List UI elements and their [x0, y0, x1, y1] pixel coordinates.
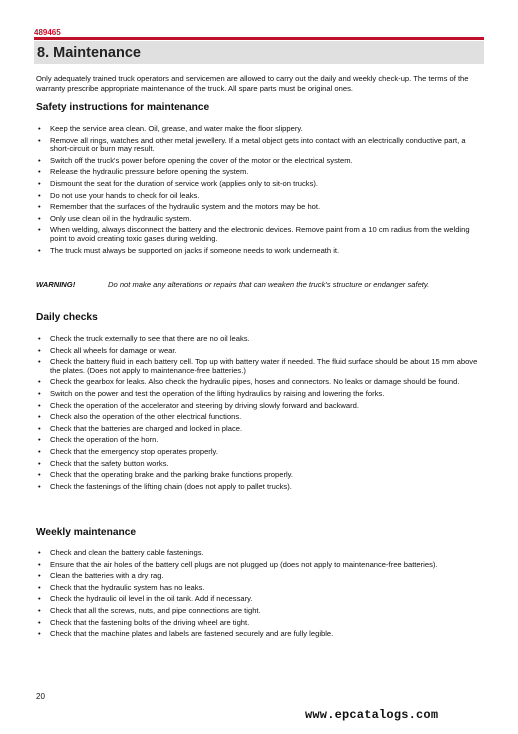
safety-list [36, 125, 484, 258]
list-item-text: Ensure that the air holes of the battery cell plugs are not plugged up (does not apply to maintenance-free batteries). [50, 559, 438, 569]
list-item-text: Check that the safety button works. [50, 458, 169, 468]
bullet-icon: • [38, 377, 41, 387]
list-item-text: Check also the operation of the other electrical functions. [50, 412, 242, 422]
list-item [36, 247, 484, 256]
list-item [36, 460, 484, 469]
weekly-heading: Weekly maintenance [36, 527, 137, 538]
list-item-text: Check that the batteries are charged and locked in place. [50, 423, 243, 433]
list-item [36, 619, 484, 628]
list-item [36, 378, 484, 387]
list-item-text: Check the operation of the horn. [50, 435, 159, 445]
list-item-text: Dismount the seat for the duration of service work (applies only to sit-on trucks). [50, 179, 319, 189]
list-item-text: Check that the fastening bolts of the driving wheel are tight. [50, 617, 250, 627]
bullet-icon: • [38, 124, 41, 133]
bullet-icon: • [38, 225, 41, 235]
list-item [36, 390, 484, 399]
bullet-icon: • [38, 423, 41, 433]
list-item-text: Only use clean oil in the hydraulic system. [50, 213, 192, 223]
list-item-text: Check all wheels for damage or wear. [50, 345, 177, 355]
list-item-text: Check that the hydraulic system has no leaks. [50, 582, 205, 592]
weekly-list [36, 549, 484, 642]
bullet-icon: • [38, 548, 41, 557]
bullet-icon: • [38, 435, 41, 445]
list-item-text: Keep the service area clean. Oil, grease, and water make the floor slippery. [50, 124, 303, 133]
bullet-icon: • [38, 213, 41, 223]
list-item [36, 137, 484, 154]
bullet-icon: • [38, 155, 41, 165]
list-item [36, 358, 484, 375]
bullet-icon: • [38, 179, 41, 189]
header-rule [34, 37, 484, 40]
list-item-text: Clean the batteries with a dry rag. [50, 571, 164, 581]
list-item [36, 549, 484, 558]
list-item-text: Check the battery fluid in each battery cell. Top up with battery water if needed. The fluid surface should be about 15 mm above the plates. (Does not apply to maintenance-free batteries.) [50, 357, 478, 375]
list-item [36, 425, 484, 434]
title-bar [34, 41, 484, 64]
list-item [36, 226, 484, 243]
bullet-icon: • [38, 582, 41, 592]
list-item-text: Check the hydraulic oil level in the oil tank. Add if necessary. [50, 594, 253, 604]
daily-list [36, 335, 484, 494]
list-item [36, 413, 484, 422]
list-item [36, 180, 484, 189]
bullet-icon: • [38, 481, 41, 491]
list-item-text: Check that all the screws, nuts, and pipe connections are tight. [50, 605, 261, 615]
list-item [36, 595, 484, 604]
list-item [36, 448, 484, 457]
bullet-icon: • [38, 135, 41, 145]
list-item-text: Switch on the power and test the operation of the lifting hydraulics by raising and lowering the forks. [50, 389, 385, 399]
list-item-text: Check that the machine plates and labels are fastened securely and are fully legible. [50, 629, 334, 639]
list-item-text: The truck must always be supported on jacks if someone needs to work underneath it. [50, 245, 340, 255]
list-item-text: Check that the operating brake and the parking brake functions properly. [50, 470, 294, 480]
bullet-icon: • [38, 617, 41, 627]
bullet-icon: • [38, 594, 41, 604]
list-item-text: Check that the emergency stop operates properly. [50, 447, 218, 457]
list-item [36, 347, 484, 356]
list-item [36, 471, 484, 480]
list-item [36, 125, 484, 134]
list-item [36, 157, 484, 166]
bullet-icon: • [38, 458, 41, 468]
list-item-text: Remove all rings, watches and other metal jewellery. If a metal object gets into contact with an electrically conductive part, a short-circuit or burn may result. [50, 135, 466, 154]
list-item-text: Check the operation of the accelerator and steering by driving slowly forward and backward. [50, 400, 359, 410]
list-item-text: Do not use your hands to check for oil leaks. [50, 190, 200, 200]
bullet-icon: • [38, 202, 41, 212]
safety-heading: Safety instructions for maintenance [36, 102, 210, 113]
list-item [36, 483, 484, 492]
list-item [36, 572, 484, 581]
list-item [36, 215, 484, 224]
warning-text: Do not make any alterations or repairs that can weaken the truck's structure or endanger safety. [108, 280, 430, 289]
list-item-text: Check the gearbox for leaks. Also check the hydraulic pipes, hoses and connectors. No leaks or damage should be found. [50, 377, 460, 387]
doc-code: 489465 [34, 28, 61, 37]
list-item [36, 192, 484, 201]
list-item-text: Remember that the surfaces of the hydraulic system and the motors may be hot. [50, 202, 321, 212]
bullet-icon: • [38, 400, 41, 410]
bullet-icon: • [38, 167, 41, 177]
list-item [36, 203, 484, 212]
list-item [36, 335, 484, 344]
bullet-icon: • [38, 345, 41, 355]
page-number: 20 [36, 692, 45, 701]
bullet-icon: • [38, 389, 41, 399]
bullet-icon: • [38, 605, 41, 615]
list-item [36, 630, 484, 639]
list-item [36, 584, 484, 593]
list-item [36, 607, 484, 616]
daily-heading: Daily checks [36, 312, 98, 323]
list-item-text: Switch off the truck's power before opening the cover of the motor or the electrical system. [50, 155, 353, 165]
bullet-icon: • [38, 334, 41, 343]
list-item-text: When welding, always disconnect the battery and the electronic devices. Remove paint from a 10 cm radius from the welding point to avoid creating toxic gases during welding. [50, 225, 470, 244]
bullet-icon: • [38, 571, 41, 581]
bullet-icon: • [38, 559, 41, 569]
bullet-icon: • [38, 190, 41, 200]
page-title: 8. Maintenance [37, 45, 141, 61]
list-item-text: Check the truck externally to see that there are no oil leaks. [50, 334, 250, 343]
warning-label: WARNING! [36, 280, 76, 289]
list-item [36, 561, 484, 570]
bullet-icon: • [38, 447, 41, 457]
bullet-icon: • [38, 357, 41, 367]
website-link[interactable]: www.epcatalogs.com [305, 708, 439, 722]
list-item [36, 402, 484, 411]
list-item-text: Check the fastenings of the lifting chain (does not apply to pallet trucks). [50, 481, 292, 491]
bullet-icon: • [38, 629, 41, 639]
list-item-text: Release the hydraulic pressure before opening the system. [50, 167, 249, 177]
intro-paragraph: Only adequately trained truck operators and servicemen are allowed to carry out the daily and weekly check-up. The terms of the warranty prescribe appropriate maintenance of the truck. All spare parts must be original ones. [36, 74, 469, 93]
warning-block [36, 280, 484, 289]
list-item-text: Check and clean the battery cable fastenings. [50, 548, 204, 557]
list-item [36, 436, 484, 445]
bullet-icon: • [38, 470, 41, 480]
bullet-icon: • [38, 412, 41, 422]
list-item [36, 168, 484, 177]
bullet-icon: • [38, 245, 41, 255]
